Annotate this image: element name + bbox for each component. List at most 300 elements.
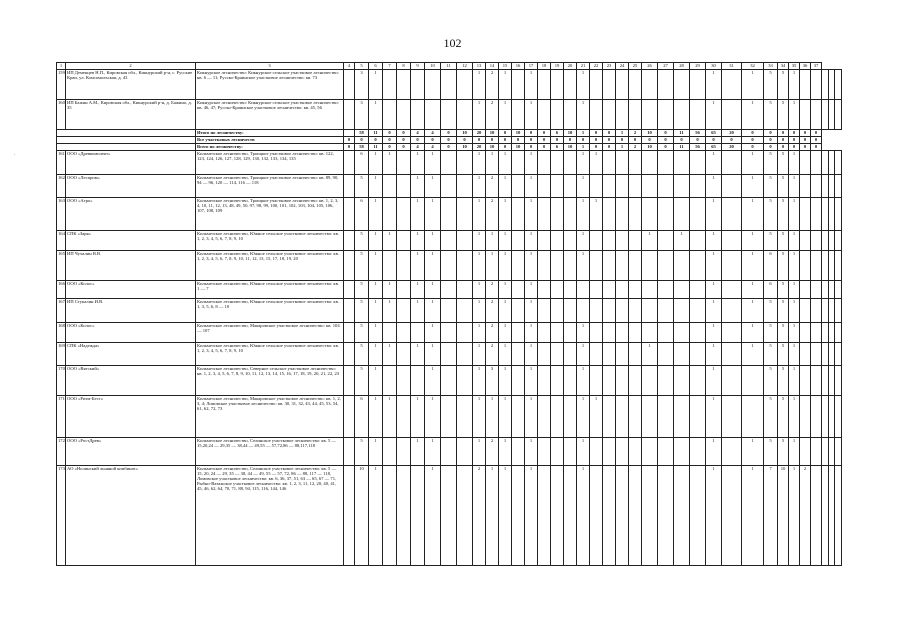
value-cell — [722, 281, 742, 299]
column-header: 15 — [499, 63, 512, 70]
value-cell — [658, 70, 674, 100]
value-cell — [551, 323, 564, 343]
totals-value-cell: 65 — [706, 130, 722, 137]
value-cell — [590, 251, 603, 281]
row-number-cell: 172 — [57, 438, 66, 466]
value-cell: 1 — [577, 198, 590, 231]
value-cell — [629, 343, 642, 366]
value-cell — [658, 100, 674, 130]
row-number-cell: 173 — [57, 466, 66, 566]
value-cell: 1 — [425, 299, 441, 323]
value-cell — [822, 343, 829, 366]
value-cell — [564, 231, 577, 251]
value-cell: 1 — [383, 343, 397, 366]
value-cell — [722, 198, 742, 231]
value-cell — [828, 70, 835, 100]
value-cell: 1 — [789, 231, 800, 251]
value-cell — [629, 396, 642, 438]
value-cell — [383, 175, 397, 198]
value-cell — [642, 175, 658, 198]
table-row — [57, 323, 842, 343]
totals-row — [57, 137, 842, 144]
totals-value-cell: 0 — [658, 137, 674, 144]
value-cell — [564, 323, 577, 343]
table-body-top — [57, 70, 842, 130]
value-cell — [674, 100, 690, 130]
totals-value-cell: 0 — [742, 130, 764, 137]
value-cell — [822, 198, 829, 231]
value-cell: 6 — [764, 281, 778, 299]
value-cell: 1 — [473, 251, 486, 281]
value-cell — [344, 438, 355, 466]
value-cell — [538, 70, 551, 100]
value-cell — [603, 198, 616, 231]
value-cell: 1 — [369, 251, 383, 281]
value-cell: 1 — [789, 366, 800, 396]
value-cell — [344, 198, 355, 231]
table-row — [57, 175, 842, 198]
totals-value-cell: 0 — [789, 144, 800, 151]
value-cell — [629, 70, 642, 100]
value-cell — [441, 251, 457, 281]
table-row — [57, 343, 842, 366]
location-cell: Кильмезское лесничество, Макаровское участковое лесничество: кв. 1, 2, 3, 4; Ломовское участковое лесничество: кв. 30, 31, 32, 43, 44, 45, 53, 54, 61, 62, 72, 73 — [196, 396, 344, 438]
value-cell — [512, 299, 525, 323]
totals-value-cell: 0 — [525, 144, 538, 151]
value-cell: 7 — [764, 466, 778, 566]
value-cell: 5 — [355, 366, 369, 396]
totals-value-cell: 0 — [811, 137, 822, 144]
totals-value-cell: 56 — [690, 144, 706, 151]
value-cell — [441, 231, 457, 251]
value-cell — [629, 438, 642, 466]
value-cell — [590, 281, 603, 299]
table-row — [57, 366, 842, 396]
value-cell: 1 — [742, 299, 764, 323]
value-cell: 1 — [369, 281, 383, 299]
value-cell — [538, 231, 551, 251]
value-cell — [822, 175, 829, 198]
value-cell: 1 — [383, 151, 397, 175]
value-cell — [629, 299, 642, 323]
value-cell — [564, 299, 577, 323]
value-cell — [722, 323, 742, 343]
row-number-cell: 165 — [57, 251, 66, 281]
owner-cell: ООО «Древкомплект» — [66, 151, 196, 175]
totals-value-cell: 1 — [616, 130, 629, 137]
totals-value-cell: 0 — [525, 130, 538, 137]
value-cell: 1 — [369, 175, 383, 198]
value-cell — [564, 438, 577, 466]
value-cell — [629, 231, 642, 251]
totals-value-cell: 20 — [722, 130, 742, 137]
value-cell — [690, 251, 706, 281]
value-cell: 1 — [383, 396, 397, 438]
value-cell — [344, 343, 355, 366]
value-cell: 1 — [499, 70, 512, 100]
value-cell: 1 — [789, 151, 800, 175]
totals-value-cell: 1 — [577, 130, 590, 137]
value-cell: 1 — [411, 343, 425, 366]
value-cell: 1 — [499, 231, 512, 251]
totals-value-cell: 0 — [800, 137, 811, 144]
value-cell: 5 — [764, 438, 778, 466]
value-cell — [590, 70, 603, 100]
value-cell: 1 — [577, 343, 590, 366]
value-cell — [538, 343, 551, 366]
totals-value-cell: 0 — [800, 144, 811, 151]
value-cell — [822, 466, 829, 566]
value-cell: 1 — [473, 175, 486, 198]
value-cell: 1 — [473, 231, 486, 251]
value-cell: 1 — [706, 198, 722, 231]
value-cell: 1 — [369, 466, 383, 566]
totals-value-cell: 0 — [499, 144, 512, 151]
value-cell — [616, 396, 629, 438]
value-cell — [603, 466, 616, 566]
table-row — [57, 231, 842, 251]
value-cell — [658, 231, 674, 251]
value-cell — [512, 343, 525, 366]
totals-value-cell: 58 — [355, 130, 369, 137]
value-cell — [512, 198, 525, 231]
totals-value-cell: 4 — [425, 144, 441, 151]
value-cell — [690, 466, 706, 566]
value-cell — [642, 396, 658, 438]
value-cell — [690, 70, 706, 100]
value-cell — [512, 323, 525, 343]
value-cell — [397, 438, 411, 466]
value-cell — [616, 175, 629, 198]
value-cell — [512, 100, 525, 130]
value-cell: 1 — [473, 366, 486, 396]
value-cell: 2 — [486, 343, 499, 366]
value-cell: 1 — [525, 175, 538, 198]
value-cell: 1 — [499, 466, 512, 566]
value-cell: 1 — [473, 100, 486, 130]
value-cell — [538, 323, 551, 343]
value-cell — [629, 281, 642, 299]
value-cell: 1 — [411, 438, 425, 466]
value-cell: 6 — [764, 251, 778, 281]
table-row — [57, 70, 842, 100]
totals-value-cell: 0 — [525, 137, 538, 144]
value-cell — [603, 231, 616, 251]
value-cell: 1 — [742, 198, 764, 231]
value-cell — [616, 251, 629, 281]
totals-value-cell: 0 — [425, 137, 441, 144]
value-cell: 5 — [764, 231, 778, 251]
value-cell — [835, 198, 842, 231]
column-header: 33 — [764, 63, 778, 70]
owner-cell: ИП Стукалин И.В. — [66, 299, 196, 323]
value-cell — [590, 231, 603, 251]
location-cell: Кильмезское лесничество, Южное сельское участковое лесничество: кв. 1, 3, 5, 6, 8 — 10 — [196, 299, 344, 323]
column-header: 18 — [538, 63, 551, 70]
value-cell — [441, 323, 457, 343]
totals-value-cell: 10 — [642, 130, 658, 137]
value-cell — [722, 366, 742, 396]
value-cell — [828, 438, 835, 466]
value-cell: 1 — [425, 438, 441, 466]
totals-value-cell: 0 — [538, 144, 551, 151]
value-cell — [642, 251, 658, 281]
value-cell — [551, 198, 564, 231]
value-cell: 1 — [525, 438, 538, 466]
value-cell — [658, 366, 674, 396]
value-cell — [603, 323, 616, 343]
value-cell — [551, 396, 564, 438]
value-cell — [538, 175, 551, 198]
column-header: 32 — [742, 63, 764, 70]
value-cell — [828, 466, 835, 566]
column-header: 16 — [512, 63, 525, 70]
value-cell — [512, 151, 525, 175]
value-cell: 1 — [473, 281, 486, 299]
value-cell — [383, 466, 397, 566]
value-cell — [512, 438, 525, 466]
value-cell — [642, 151, 658, 175]
column-header: 13 — [473, 63, 486, 70]
value-cell — [411, 323, 425, 343]
value-cell: 1 — [425, 466, 441, 566]
value-cell: 5 — [778, 438, 789, 466]
value-cell — [344, 281, 355, 299]
row-number-cell: 161 — [57, 151, 66, 175]
value-cell — [690, 323, 706, 343]
value-cell — [551, 231, 564, 251]
value-cell: 1 — [411, 281, 425, 299]
value-cell: 1 — [473, 151, 486, 175]
column-header: 11 — [441, 63, 457, 70]
value-cell: 1 — [789, 299, 800, 323]
value-cell: 1 — [525, 251, 538, 281]
value-cell — [397, 396, 411, 438]
value-cell — [642, 70, 658, 100]
value-cell: 5 — [764, 366, 778, 396]
value-cell — [811, 151, 822, 175]
value-cell: 1 — [473, 70, 486, 100]
totals-value-cell: 0 — [499, 130, 512, 137]
column-header: 12 — [457, 63, 473, 70]
value-cell — [564, 70, 577, 100]
value-cell: 5 — [355, 251, 369, 281]
value-cell — [512, 466, 525, 566]
value-cell — [629, 323, 642, 343]
value-cell — [811, 251, 822, 281]
totals-value-cell: 6 — [551, 144, 564, 151]
value-cell — [411, 366, 425, 396]
value-cell — [603, 175, 616, 198]
column-header: 36 — [800, 63, 811, 70]
value-cell: 1 — [525, 396, 538, 438]
totals-value-cell: 0 — [778, 144, 789, 151]
column-header: 3 — [196, 63, 344, 70]
value-cell — [722, 151, 742, 175]
value-cell — [800, 323, 811, 343]
value-cell — [800, 396, 811, 438]
value-cell: 1 — [499, 323, 512, 343]
value-cell — [811, 281, 822, 299]
owner-cell: ООО «Леспром» — [66, 175, 196, 198]
value-cell: 1 — [742, 438, 764, 466]
totals-value-cell: 65 — [706, 144, 722, 151]
value-cell — [658, 281, 674, 299]
value-cell — [658, 323, 674, 343]
totals-value-cell: 0 — [397, 130, 411, 137]
value-cell: 1 — [577, 231, 590, 251]
value-cell — [551, 175, 564, 198]
value-cell — [397, 70, 411, 100]
value-cell — [564, 100, 577, 130]
value-cell — [411, 70, 425, 100]
value-cell — [629, 251, 642, 281]
value-cell — [811, 231, 822, 251]
value-cell — [616, 466, 629, 566]
owner-cell: СПК «Заря» — [66, 231, 196, 251]
totals-value-cell — [344, 130, 355, 137]
totals-value-cell: 11 — [674, 144, 690, 151]
value-cell: 1 — [486, 251, 499, 281]
value-cell — [457, 343, 473, 366]
column-header: 35 — [789, 63, 800, 70]
totals-value-cell: 0 — [658, 130, 674, 137]
value-cell — [551, 151, 564, 175]
value-cell: 1 — [499, 198, 512, 231]
value-cell — [603, 299, 616, 323]
value-cell — [538, 366, 551, 396]
value-cell — [457, 198, 473, 231]
column-header: 8 — [397, 63, 411, 70]
value-cell — [603, 396, 616, 438]
value-cell: 1 — [425, 396, 441, 438]
totals-value-cell: 10 — [564, 130, 577, 137]
totals-value-cell: 0 — [706, 137, 722, 144]
value-cell — [538, 299, 551, 323]
totals-value-cell: 2 — [629, 144, 642, 151]
owner-cell: ИП Бажин А.М., Кировская обл., Кикнурский р-н, д. Бажино, д. 35 — [66, 100, 196, 130]
value-cell — [457, 175, 473, 198]
totals-value-cell: 0 — [538, 137, 551, 144]
value-cell: 1 — [789, 70, 800, 100]
value-cell: 1 — [369, 438, 383, 466]
column-header: 6 — [369, 63, 383, 70]
value-cell: 5 — [778, 366, 789, 396]
value-cell — [674, 396, 690, 438]
row-number-cell: 159 — [57, 70, 66, 100]
value-cell: 1 — [383, 281, 397, 299]
totals-value-cell: 0 — [590, 130, 603, 137]
value-cell: 1 — [525, 100, 538, 130]
blank-cell — [57, 137, 196, 144]
value-cell — [512, 231, 525, 251]
totals-value-cell: 0 — [344, 144, 355, 151]
value-cell — [658, 175, 674, 198]
value-cell: 1 — [383, 231, 397, 251]
value-cell — [603, 438, 616, 466]
value-cell: 1 — [411, 251, 425, 281]
value-cell — [397, 343, 411, 366]
value-cell — [616, 281, 629, 299]
totals-value-cell: 0 — [764, 144, 778, 151]
value-cell: 5 — [355, 323, 369, 343]
value-cell: 1 — [642, 231, 658, 251]
value-cell: 1 — [742, 70, 764, 100]
value-cell: 2 — [486, 323, 499, 343]
value-cell: 1 — [742, 100, 764, 130]
value-cell: 5 — [778, 151, 789, 175]
owner-cell: ООО «Колос» — [66, 323, 196, 343]
location-cell: Кильмезское лесничество, Троицкое участковое лесничество: кв. 122, 123, 124, 126, 127, 128, 129, 130, 132, 133, 134, 135 — [196, 151, 344, 175]
value-cell — [397, 251, 411, 281]
value-cell — [835, 281, 842, 299]
value-cell — [674, 70, 690, 100]
value-cell — [397, 466, 411, 566]
value-cell — [512, 175, 525, 198]
value-cell — [822, 299, 829, 323]
owner-cell: АО «Нолинский льняной комбинат» — [66, 466, 196, 566]
value-cell — [674, 251, 690, 281]
value-cell: 1 — [577, 251, 590, 281]
value-cell: 10 — [778, 466, 789, 566]
value-cell: 1 — [706, 366, 722, 396]
value-cell — [590, 366, 603, 396]
value-cell — [690, 175, 706, 198]
value-cell — [642, 366, 658, 396]
value-cell — [616, 366, 629, 396]
value-cell: 1 — [706, 343, 722, 366]
value-cell — [538, 198, 551, 231]
value-cell: 2 — [486, 281, 499, 299]
location-cell: Кикнурское лесничество: Кикнурское сельское участковое лесничество: кв. 6 — 11; Русско-Краинское участковое лесничество: кв. 73 — [196, 70, 344, 100]
value-cell — [344, 151, 355, 175]
totals-value-cell: 0 — [564, 137, 577, 144]
totals-value-cell: 0 — [778, 137, 789, 144]
value-cell: 1 — [742, 251, 764, 281]
value-cell — [690, 366, 706, 396]
value-cell — [551, 466, 564, 566]
value-cell: 1 — [706, 100, 722, 130]
value-cell — [835, 70, 842, 100]
column-header: 14 — [486, 63, 499, 70]
value-cell — [822, 366, 829, 396]
row-number-cell: 166 — [57, 281, 66, 299]
value-cell — [629, 466, 642, 566]
value-cell — [722, 299, 742, 323]
value-cell — [457, 396, 473, 438]
totals-value-cell: 0 — [674, 137, 690, 144]
value-cell — [658, 438, 674, 466]
value-cell — [828, 100, 835, 130]
value-cell: 5 — [778, 231, 789, 251]
value-cell — [564, 151, 577, 175]
totals-value-cell: 0 — [397, 137, 411, 144]
value-cell — [828, 175, 835, 198]
value-cell — [551, 281, 564, 299]
value-cell: 5 — [778, 175, 789, 198]
value-cell — [811, 343, 822, 366]
value-cell — [690, 231, 706, 251]
value-cell — [811, 299, 822, 323]
totals-value-cell: 0 — [344, 137, 355, 144]
column-header: 25 — [629, 63, 642, 70]
value-cell — [674, 281, 690, 299]
column-header: 2 — [66, 63, 196, 70]
totals-value-cell: 0 — [512, 137, 525, 144]
value-cell: 5 — [355, 343, 369, 366]
value-cell — [822, 323, 829, 343]
value-cell: 1 — [369, 323, 383, 343]
